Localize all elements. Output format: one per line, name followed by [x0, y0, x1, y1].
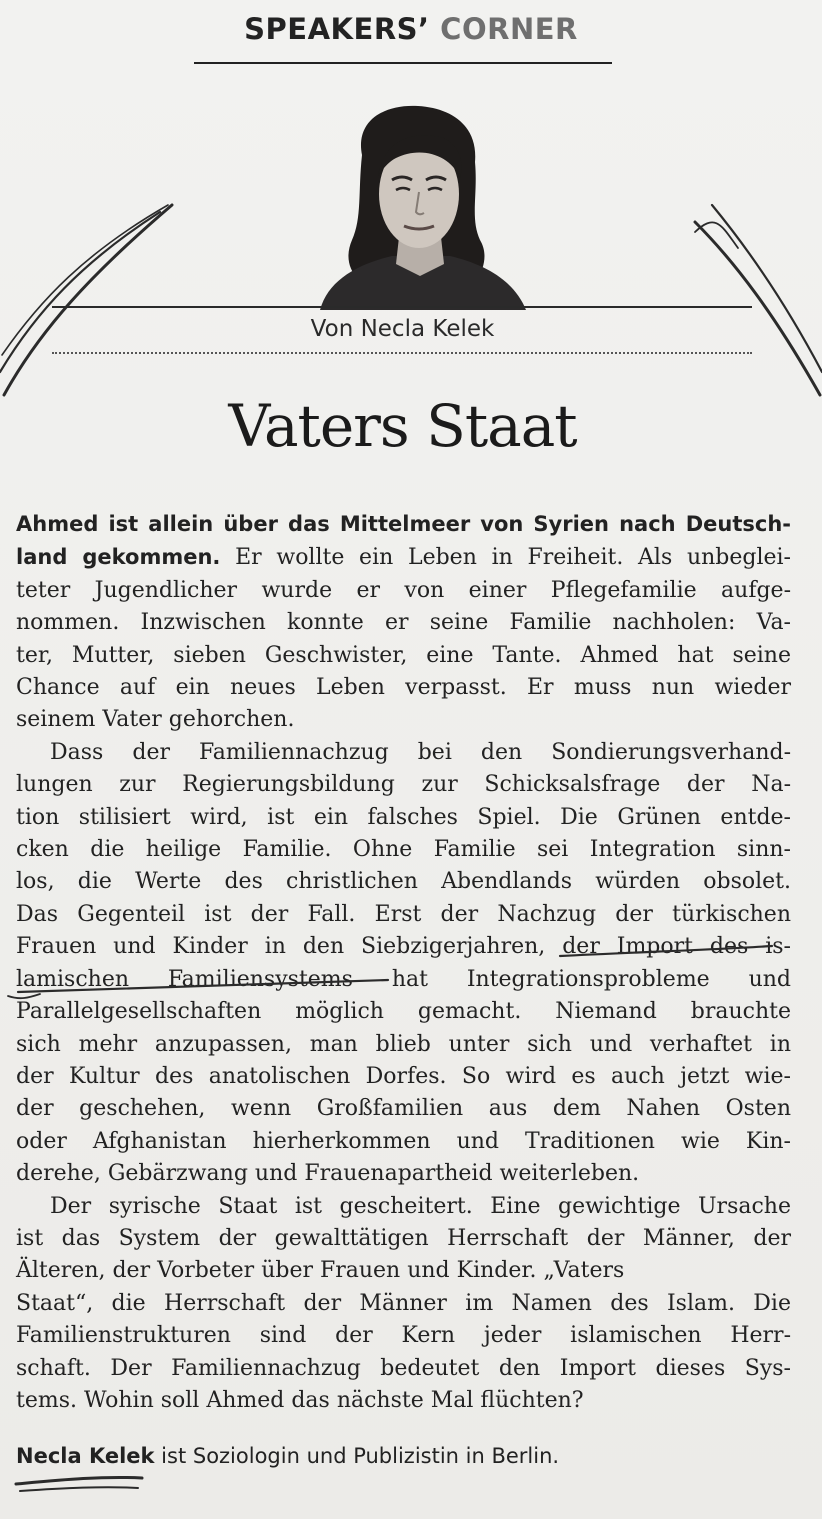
rubric-part-1: SPEAKERS’: [244, 12, 430, 46]
text-line: ter, Mutter, sieben Geschwister, eine Tante. Ahmed hat seine: [16, 642, 791, 668]
text-line: der geschehen, wenn Großfamilien aus dem Nahen Osten: [16, 1096, 791, 1122]
article-body: [16, 508, 791, 1417]
text-line: Dass der Familiennachzug bei den Sondierungsverhand-: [50, 739, 791, 765]
lede-bold: Ahmed ist allein über das Mittelmeer von Syrien nach Deutsch-: [16, 512, 791, 536]
text-line: der Kultur des anatolischen Dorfes. So wird es auch jetzt wie-: [16, 1063, 791, 1089]
text-line: Der syrische Staat ist gescheitert. Eine gewichtige Ursache: [50, 1193, 791, 1219]
text-line: lungen zur Regierungsbildung zur Schicksalsfrage der Na-: [16, 772, 791, 798]
text-line: cken die heilige Familie. Ohne Familie sei Integration sinn-: [16, 837, 791, 863]
pen-stroke-right: [695, 222, 738, 248]
paragraph-lede: [16, 508, 791, 737]
text-line: derehe, Gebärzwang und Frauenapartheid weiterleben.: [16, 1161, 640, 1187]
author-note: [16, 1444, 559, 1468]
text-line: tion stilisiert wird, ist ein falsches Spiel. Die Grünen entde-: [16, 804, 791, 830]
portrait-rule: [52, 306, 752, 308]
text-line: Chance auf ein neues Leben verpasst. Er muss nun wieder: [16, 675, 791, 701]
lede-bold: land gekommen.: [16, 545, 221, 570]
text-line: Staat“, die Herrschaft der Männer im Namen des Islam. Die: [16, 1290, 791, 1316]
paragraph-3: [16, 1191, 791, 1418]
text-line: Familienstrukturen sind der Kern jeder islamischen Herr-: [16, 1323, 791, 1349]
text-line: ist das System der gewalttätigen Herrschaft der Männer, der: [16, 1225, 791, 1251]
headline: Vaters Staat: [228, 392, 577, 460]
text-line: Frauen und Kinder in den Siebzigerjahren, der Import des is-: [16, 934, 791, 960]
author-name: Necla Kelek: [16, 1444, 155, 1468]
byline: Von Necla Kelek: [310, 316, 495, 342]
author-underline-mark: [20, 1487, 138, 1491]
byline-rule: [52, 352, 752, 354]
rubric-part-2: CORNER: [440, 12, 578, 46]
text-line: [16, 508, 791, 541]
author-underline-mark: [16, 1477, 142, 1484]
text-line: Älteren, der Vorbeter über Frauen und Kinder. „Vaters: [16, 1258, 625, 1284]
pen-stroke-left: [4, 205, 172, 395]
author-portrait: [300, 100, 540, 310]
pen-stroke-right: [712, 205, 822, 372]
column-rubric: [0, 12, 822, 46]
text-line: nommen. Inzwischen konnte er seine Familie nachholen: Va-: [16, 610, 791, 636]
text-line: seinem Vater gehorchen.: [16, 707, 295, 733]
text-line: teter Jugendlicher wurde er von einer Pflegefamilie aufge-: [16, 577, 791, 603]
author-bio: ist Soziologin und Publizistin in Berlin.: [154, 1444, 560, 1468]
text-line: Parallelgesellschaften möglich gemacht. Niemand brauchte: [16, 999, 791, 1025]
text-line: sich mehr anzupassen, man blieb unter sich und verhaftet in: [16, 1031, 791, 1057]
text-line: schaft. Der Familiennachzug bedeutet den Import dieses Sys-: [16, 1355, 791, 1381]
text-line: [16, 541, 791, 574]
paragraph-2: [16, 737, 791, 1191]
text-span: Er wollte ein Leben in Freiheit. Als unbeglei-: [220, 545, 791, 571]
text-line: tems. Wohin soll Ahmed das nächste Mal flüchten?: [16, 1387, 584, 1413]
text-line: oder Afghanistan hierherkommen und Traditionen wie Kin-: [16, 1128, 791, 1154]
pen-stroke-right: [695, 222, 820, 395]
rubric-rule: [194, 62, 612, 64]
text-line: lamischen Familiensystems hat Integrationsprobleme und: [16, 966, 791, 992]
pen-stroke-left: [0, 212, 160, 372]
text-line: Das Gegenteil ist der Fall. Erst der Nachzug der türkischen: [16, 901, 791, 927]
text-line: los, die Werte des christlichen Abendlands würden obsolet.: [16, 869, 791, 895]
